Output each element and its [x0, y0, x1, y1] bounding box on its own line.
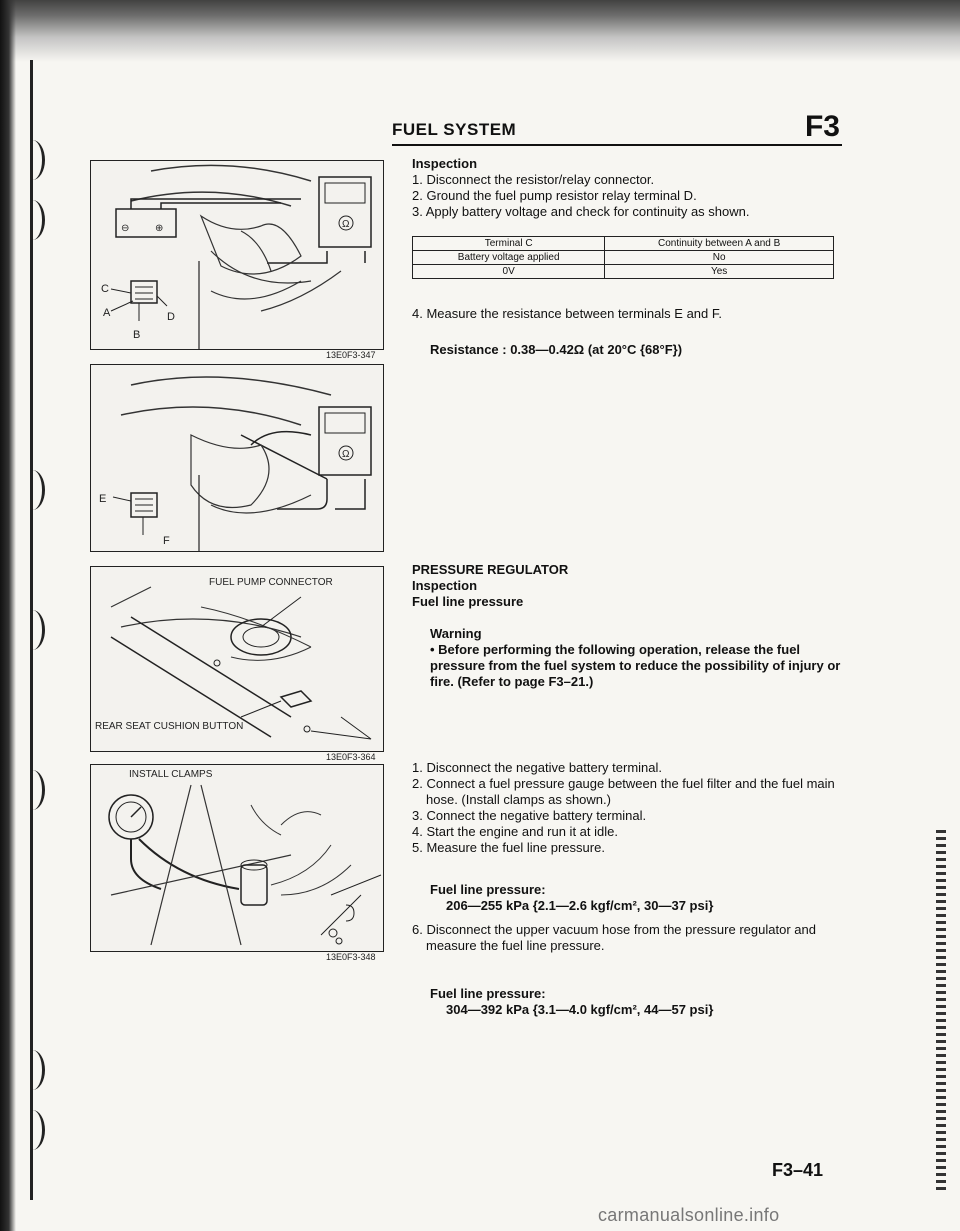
terminal-label-e: E — [99, 493, 107, 505]
procedure-step: 3. Connect the negative battery terminal. — [412, 808, 647, 823]
warning-text: • Before performing the following operation, release the fuel pressure from the fuel system to reduce the possibility of injury or fire. (Refer to page F3–21.) — [430, 642, 841, 689]
binder-mark — [20, 770, 45, 810]
relay-resistance-illustration — [91, 365, 383, 551]
section-code: F3 — [804, 110, 840, 143]
svg-text:Ω: Ω — [342, 449, 350, 460]
spec-label: Fuel line pressure: — [430, 882, 546, 897]
binder-mark — [20, 1110, 45, 1150]
binder-mark — [20, 470, 45, 510]
section-title: FUEL SYSTEM — [392, 120, 517, 139]
spec-label: Fuel line pressure: — [430, 986, 546, 1001]
table-header-cell: Terminal C — [413, 237, 605, 251]
page-number: F3–41 — [772, 1160, 824, 1180]
procedure-step: 1. Disconnect the negative battery terminal. — [412, 760, 663, 775]
spec-value: 206—255 kPa {2.1—2.6 kgf/cm², 30—37 psi} — [446, 898, 714, 913]
warning-block — [430, 626, 842, 690]
spec-block-2 — [430, 986, 860, 1018]
binder-mark — [20, 140, 45, 180]
svg-text:⊕: ⊕ — [155, 223, 164, 234]
inspection-step-4: 4. Measure the resistance between terminals E and F. — [412, 306, 722, 321]
label-fuel-pump-connector: FUEL PUMP CONNECTOR — [209, 577, 333, 588]
fuel-pressure-gauge-illustration — [91, 765, 383, 951]
procedure-step: 2. Connect a fuel pressure gauge between the fuel filter and the fuel main hose. (Install clamps as shown.) — [412, 776, 835, 807]
scan-noise-right — [936, 830, 946, 1190]
binder-mark — [20, 610, 45, 650]
relay-continuity-illustration — [91, 161, 383, 349]
table-cell: Battery voltage applied — [413, 251, 605, 265]
pressure-regulator-heading: PRESSURE REGULATOR — [412, 562, 569, 577]
table-header-row — [413, 237, 834, 251]
terminal-label-c: C — [101, 283, 109, 295]
svg-text:Ω: Ω — [342, 219, 350, 230]
inspection-step: 2. Ground the fuel pump resistor relay terminal D. — [412, 188, 697, 203]
inspection-section — [412, 156, 842, 220]
terminal-label-f: F — [163, 535, 170, 547]
label-rear-seat-cushion-button: REAR SEAT CUSHION BUTTON — [95, 721, 244, 732]
figure-relay-resistance — [90, 364, 384, 552]
figure-fuel-pressure-gauge — [90, 764, 384, 952]
continuity-table — [412, 236, 834, 279]
pressure-regulator-section — [412, 562, 842, 610]
procedure-step-6 — [412, 922, 842, 954]
terminal-label-d: D — [167, 311, 175, 323]
terminal-label-a: A — [103, 307, 111, 319]
resistance-step — [412, 306, 842, 322]
warning-title: Warning — [430, 626, 482, 641]
binder-mark — [20, 1050, 45, 1090]
svg-text:⊖: ⊖ — [121, 223, 130, 234]
watermark-link[interactable]: carmanualsonline.info — [598, 1205, 780, 1225]
pressure-regulator-subheading: Inspection — [412, 578, 478, 593]
table-row — [413, 251, 834, 265]
table-cell: 0V — [413, 265, 605, 279]
spec-value: 304—392 kPa {3.1—4.0 kgf/cm², 44—57 psi} — [446, 1002, 714, 1017]
procedure-step: 4. Start the engine and run it at idle. — [412, 824, 618, 839]
fuel-line-pressure-heading: Fuel line pressure — [412, 594, 524, 609]
table-cell: Yes — [605, 265, 834, 279]
scan-shadow-top — [0, 0, 960, 62]
spec-block-1 — [430, 882, 860, 914]
terminal-label-b: B — [133, 329, 141, 341]
table-cell: No — [605, 251, 834, 265]
procedure-step: 6. Disconnect the upper vacuum hose from the pressure regulator and measure the fuel line pressure. — [412, 922, 816, 953]
resistance-spec — [430, 342, 860, 358]
figure-fuel-pump-connector — [90, 566, 384, 752]
resistance-value: Resistance : 0.38—0.42Ω (at 20°C {68°F}) — [430, 342, 683, 357]
inspection-step: 1. Disconnect the resistor/relay connector. — [412, 172, 655, 187]
table-row — [413, 265, 834, 279]
label-install-clamps: INSTALL CLAMPS — [129, 769, 213, 780]
table-header-cell: Continuity between A and B — [605, 237, 834, 251]
scan-shadow-left — [0, 0, 16, 1231]
figure-caption: 13E0F3-347 — [326, 350, 376, 360]
inspection-step: 3. Apply battery voltage and check for continuity as shown. — [412, 204, 750, 219]
procedure-steps — [412, 760, 842, 856]
binder-mark — [20, 200, 45, 240]
figure-caption: 13E0F3-364 — [326, 752, 376, 762]
figure-caption: 13E0F3-348 — [326, 952, 376, 962]
inspection-heading: Inspection — [412, 156, 478, 171]
procedure-step: 5. Measure the fuel line pressure. — [412, 840, 605, 855]
figure-relay-continuity — [90, 160, 384, 350]
page-header — [392, 108, 842, 146]
